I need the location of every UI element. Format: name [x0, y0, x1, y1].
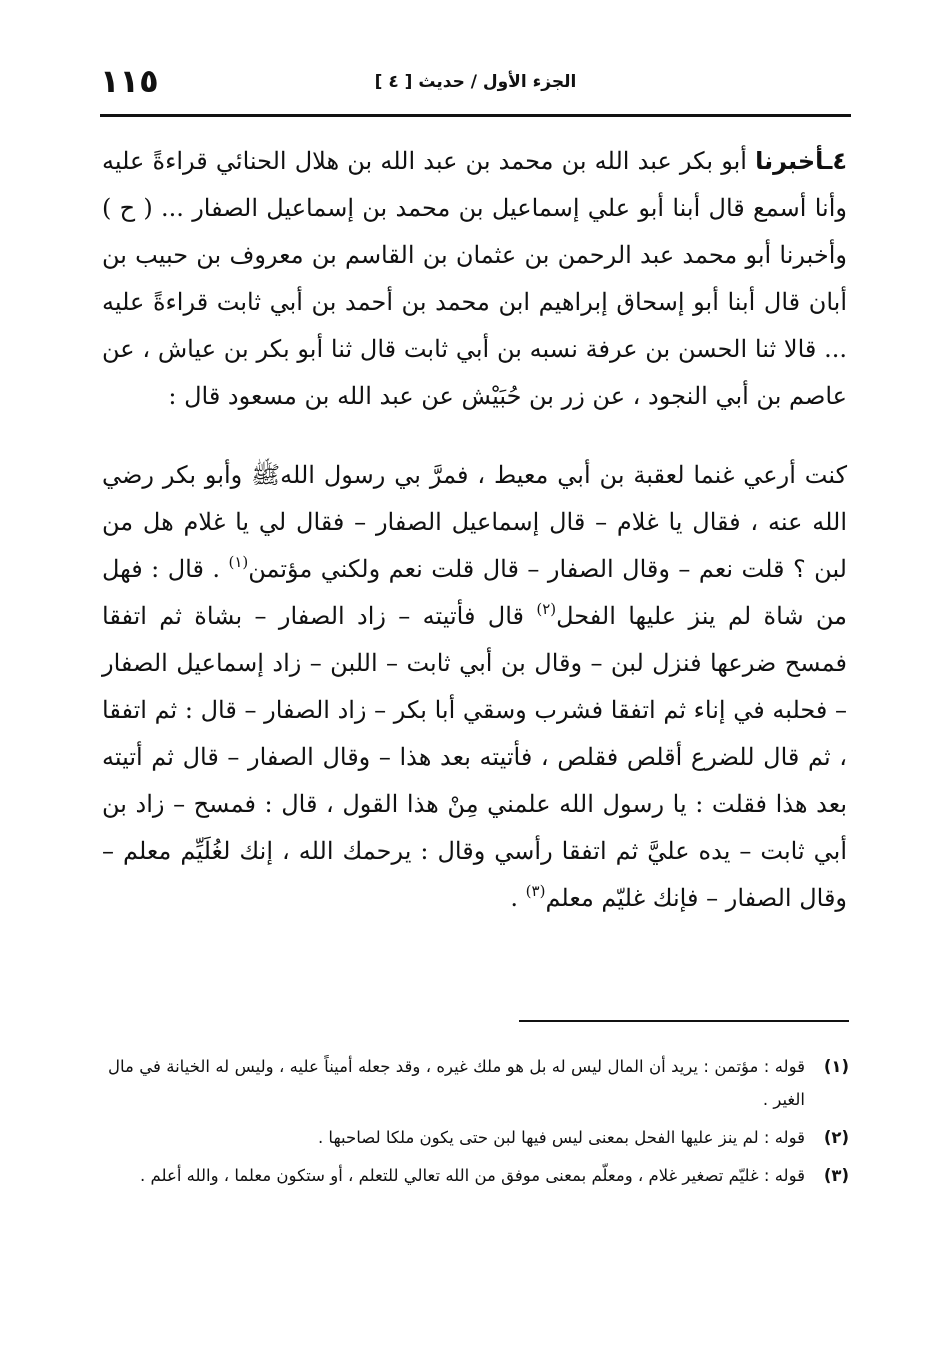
- header-rule: [100, 114, 851, 117]
- matn-text-2: . قال : فهل من شاة لم ينز عليها الفحل: [102, 555, 847, 630]
- footnote-number: (٣): [823, 1166, 849, 1185]
- footnote-number: (١): [823, 1057, 849, 1076]
- footnote-3: [108, 1159, 849, 1192]
- footnote-number: (٢): [823, 1128, 849, 1147]
- matn-text-3: قال فأتيته – زاد الصفار – بشاة ثم اتفقا فمسح ضرعها فنزل لبن – وقال بن أبي ثابت – اللبن – زاد إسماعيل الصفار – فحلبه في إناء ثم اتفقا فشرب وسقي أبا بكر – زاد الصفار – قال : ثم اتفقا ، ثم قال للضرع أقلص فقلص ، فأتيته بعد هذا – وقال الصفار – قال ثم أتيته بعد هذا فقلت : يا رسول الله علمني مِنْ هذا القول ، قال : فمسح – زاد بن أبي ثابت – يده عليَّ ثم اتفقا رأسي وقال : يرحمك الله ، إنك لغُلَيِّم معلم – وقال الصفار – فإنك غليّم معلم: [102, 602, 847, 912]
- hadith-number: ٤ـ: [824, 147, 847, 175]
- matn-text-1: كنت أرعي غنما لعقبة بن أبي معيط ، فمرَّ بي رسول اللهﷺ وأبو بكر رضي الله عنه ، فقال يا غلام – قال إسماعيل الصفار – فقال لي يا غلام هل من لبن ؟ قلت نعم – وقال الصفار – قال قلت نعم ولكني مؤتمن: [102, 461, 847, 583]
- footnote-marker-1: (١): [228, 553, 249, 571]
- footnote-1: [108, 1050, 849, 1116]
- footnote-marker-2: (٢): [536, 600, 557, 618]
- hadith-isnad: [102, 138, 847, 420]
- running-title: الجزء الأول / حديث [ ٤ ]: [374, 72, 577, 92]
- footnote-text: قوله : لم ينز عليها الفحل بمعنى ليس فيها لبن حتى يكون ملكا لصاحبها .: [317, 1128, 805, 1147]
- footnotes: [108, 1050, 849, 1197]
- footnote-marker-3: (٣): [525, 882, 546, 900]
- hadith-lead-word: أخبرنا: [755, 147, 825, 175]
- footnote-2: [108, 1121, 849, 1154]
- matn-end: .: [510, 884, 526, 912]
- footnote-rule: [519, 1020, 849, 1022]
- isnad-text: أبو بكر عبد الله بن محمد بن عبد الله بن هلال الحنائي قراءةً عليه وأنا أسمع قال أبنا أبو علي إسماعيل بن محمد بن إسماعيل الصفار ... ( ح ) وأخبرنا أبو محمد عبد الرحمن بن عثمان بن القاسم بن معروف بن حبيب بن أبان قال أبنا أبو إسحاق إبراهيم ابن محمد بن أحمد بن أبي ثابت قراءةً عليه ... قالا ثنا الحسن بن عرفة نسبه بن أبي ثابت قال ثنا أبو بكر بن عياش ، عن عاصم بن أبي النجود ، عن زر بن حُبَيْش عن عبد الله بن مسعود قال :: [102, 147, 847, 410]
- footnote-text: قوله : مؤتمن : يريد أن المال ليس له بل هو ملك غيره ، وقد جعله أميناً عليه ، وليس له الخيانة في مال الغير .: [108, 1057, 805, 1109]
- footnote-text: قوله : غليّم تصغير غلام ، ومعلّم بمعنى موفق من الله تعالي للتعلم ، أو ستكون معلما ، والله أعلم .: [140, 1166, 805, 1185]
- page-number: ١١٥: [100, 62, 159, 100]
- hadith-matn: [102, 452, 847, 922]
- page-header: [100, 60, 851, 110]
